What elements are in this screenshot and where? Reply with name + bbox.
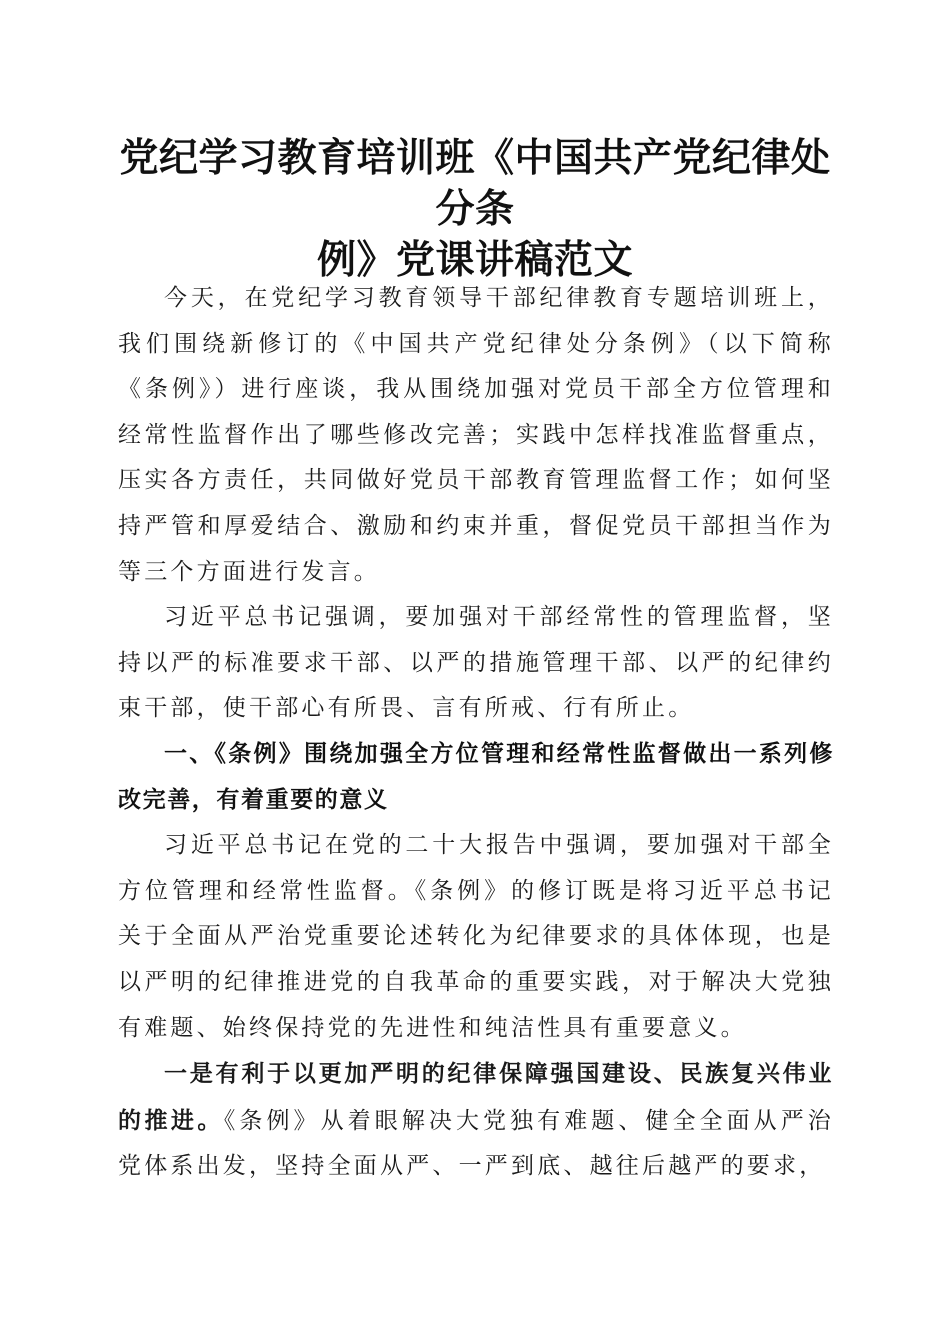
point-one-lead: 一是有利于以更加严明的纪律保障强国建设、民族复兴伟业的推进。 — [118, 1060, 834, 1134]
paragraph-point-one — [118, 1051, 834, 1190]
document-body — [118, 276, 834, 1190]
point-one-text: 《条例》从着眼解决大党独有难题、健全全面从严治党体系出发，坚持全面从严、一严到底、越往后越严的要求， — [118, 1107, 834, 1180]
title-line-2: 例》党课讲稿范文 — [316, 237, 633, 283]
paragraph-intro: 今天，在党纪学习教育领导干部纪律教育专题培训班上，我们围绕新修订的《中国共产党纪律处分条例》（以下简称《条例》）进行座谈，我从围绕加强对党员干部全方位管理和经常性监督作出了哪些修改完善；实践中怎样找准监督重点，压实各方责任，共同做好党员干部教育管理监督工作；如何坚持严管和厚爱结合、激励和约束并重，督促党员干部担当作为等三个方面进行发言。 — [118, 285, 834, 585]
document-title — [100, 133, 850, 286]
section-heading-1: 一、《条例》围绕加强全方位管理和经常性监督做出一系列修改完善，有着重要的意义 — [118, 740, 834, 813]
paragraph-quote: 习近平总书记强调，要加强对干部经常性的管理监督，坚持以严的标准要求干部、以严的措施管理干部、以严的纪律约束干部，使干部心有所畏、言有所戒、行有所止。 — [118, 604, 834, 722]
paragraph-significance: 习近平总书记在党的二十大报告中强调，要加强对干部全方位管理和经常性监督。《条例》的修订既是将习近平总书记关于全面从严治党重要论述转化为纪律要求的具体体现，也是以严明的纪律推进党的自我革命的重要实践，对于解决大党独有难题、始终保持党的先进性和纯洁性具有重要意义。 — [118, 832, 834, 1041]
title-line-1: 党纪学习教育培训班《中国共产党纪律处分条 — [119, 135, 831, 232]
